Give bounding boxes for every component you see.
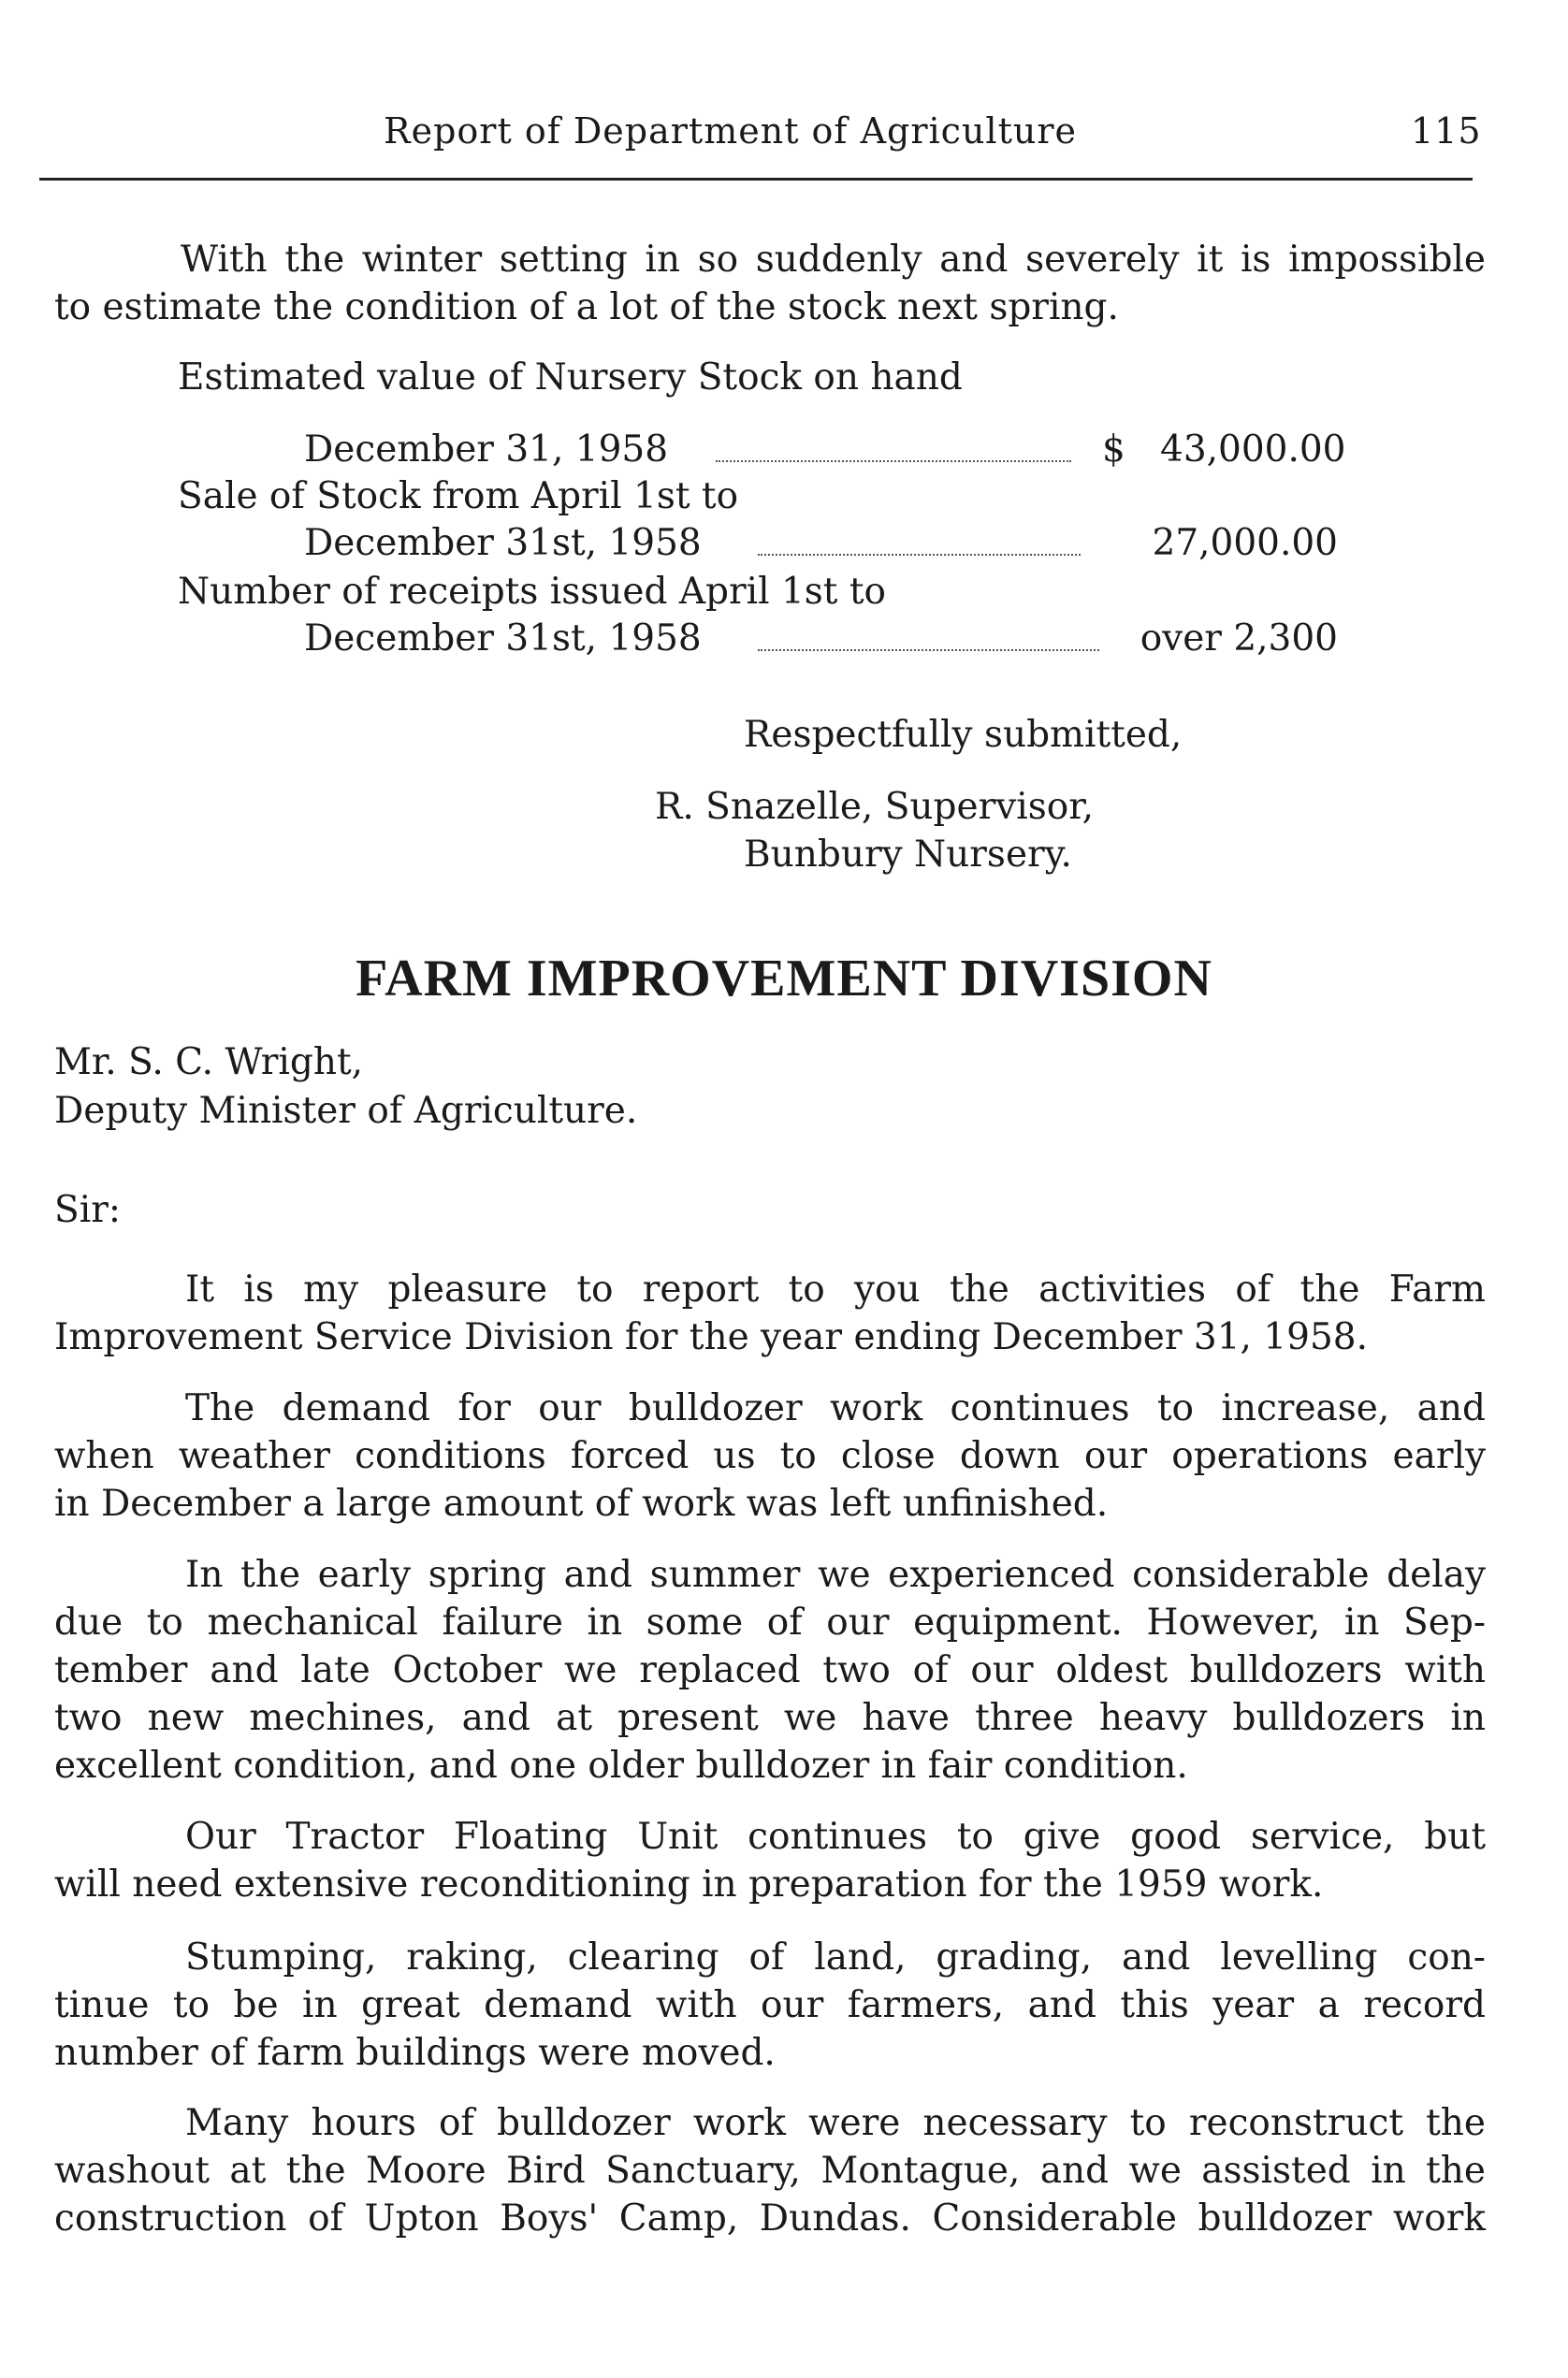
stat-row-3-leader bbox=[758, 649, 1099, 651]
paragraph-line: The demand for our bulldozer work continues to increase, and bbox=[185, 1387, 1486, 1429]
body-paragraph-6 bbox=[54, 2099, 1486, 2242]
paragraph-line: excellent condition, and one older bulldozer in fair condition. bbox=[54, 1745, 1188, 1787]
stat-row-3-value: over 2,300 bbox=[1140, 617, 1338, 660]
paragraph-line: in December a large amount of work was left unfinished. bbox=[54, 1483, 1109, 1525]
paragraph-line: due to mechanical failure in some of our equipment. However, in Sep- bbox=[54, 1602, 1486, 1644]
body-paragraph-2 bbox=[54, 1385, 1486, 1528]
intro-paragraph bbox=[54, 236, 1486, 331]
stat-row-1-leader bbox=[716, 460, 1071, 462]
recipient-position: Deputy Minister of Agriculture. bbox=[54, 1090, 638, 1132]
page-number: 115 bbox=[1411, 110, 1482, 152]
paragraph-line: In the early spring and summer we experienced considerable delay bbox=[185, 1554, 1486, 1596]
paragraph-line: construction of Upton Boys' Camp, Dundas. Considerable bulldozer work bbox=[54, 2197, 1486, 2240]
stat-row-2-leader bbox=[758, 554, 1081, 556]
stat-row-1-label: December 31, 1958 bbox=[304, 428, 669, 471]
section-title: FARM IMPROVEMENT DIVISION bbox=[356, 950, 1212, 1008]
stat-row-1-currency: $ bbox=[1102, 428, 1125, 471]
stat-row-2-label-b: December 31st, 1958 bbox=[304, 522, 702, 564]
body-paragraph-3 bbox=[54, 1551, 1486, 1790]
paragraph-line: Our Tractor Floating Unit continues to give good service, but bbox=[185, 1816, 1486, 1858]
paragraph-line: tember and late October we replaced two of our oldest bulldozers with bbox=[54, 1649, 1486, 1691]
running-title: Report of Department of Agriculture bbox=[384, 110, 1077, 152]
paragraph-line: will need extensive reconditioning in preparation for the 1959 work. bbox=[54, 1863, 1324, 1906]
paragraph-line: number of farm buildings were moved. bbox=[54, 2032, 776, 2074]
paragraph-line: Stumping, raking, clearing of land, grading, and levelling con- bbox=[185, 1936, 1486, 1979]
signature-name: R. Snazelle, Supervisor, bbox=[655, 786, 1094, 828]
header-rule bbox=[39, 178, 1473, 181]
paragraph-line: tinue to be in great demand with our farmers, and this year a record bbox=[54, 1984, 1486, 2026]
stat-row-2-label-a: Sale of Stock from April 1st to bbox=[178, 475, 739, 517]
running-head bbox=[0, 110, 1568, 167]
stat-row-2-value: 27,000.00 bbox=[1152, 522, 1338, 564]
stat-row-1-value: 43,000.00 bbox=[1160, 428, 1346, 471]
intro-line-2: to estimate the condition of a lot of the stock next spring. bbox=[54, 286, 1119, 328]
signature-closing: Respectfully submitted, bbox=[744, 714, 1183, 756]
paragraph-line: two new mechines, and at present we have three heavy bulldozers in bbox=[54, 1697, 1486, 1739]
paragraph-line: Many hours of bulldozer work were necessary to reconstruct the bbox=[185, 2102, 1486, 2144]
body-paragraph-5 bbox=[54, 1934, 1486, 2077]
body-paragraph-4 bbox=[54, 1813, 1486, 1908]
salutation: Sir: bbox=[54, 1189, 121, 1231]
paragraph-line: Improvement Service Division for the year ending December 31, 1958. bbox=[54, 1316, 1368, 1358]
paragraph-line: washout at the Moore Bird Sanctuary, Montague, and we assisted in the bbox=[54, 2150, 1486, 2192]
recipient-name: Mr. S. C. Wright, bbox=[54, 1041, 364, 1083]
body-paragraph-1 bbox=[54, 1266, 1486, 1361]
paragraph-line: It is my pleasure to report to you the activities of the Farm bbox=[185, 1269, 1486, 1311]
intro-line-1: With the winter setting in so suddenly and severely it is impossible bbox=[181, 239, 1486, 281]
stat-row-3-label-a: Number of receipts issued April 1st to bbox=[178, 571, 887, 613]
signature-org: Bunbury Nursery. bbox=[744, 834, 1072, 876]
nursery-heading: Estimated value of Nursery Stock on hand bbox=[178, 356, 963, 399]
stat-row-3-label-b: December 31st, 1958 bbox=[304, 617, 702, 660]
paragraph-line: when weather conditions forced us to close down our operations early bbox=[54, 1435, 1486, 1477]
